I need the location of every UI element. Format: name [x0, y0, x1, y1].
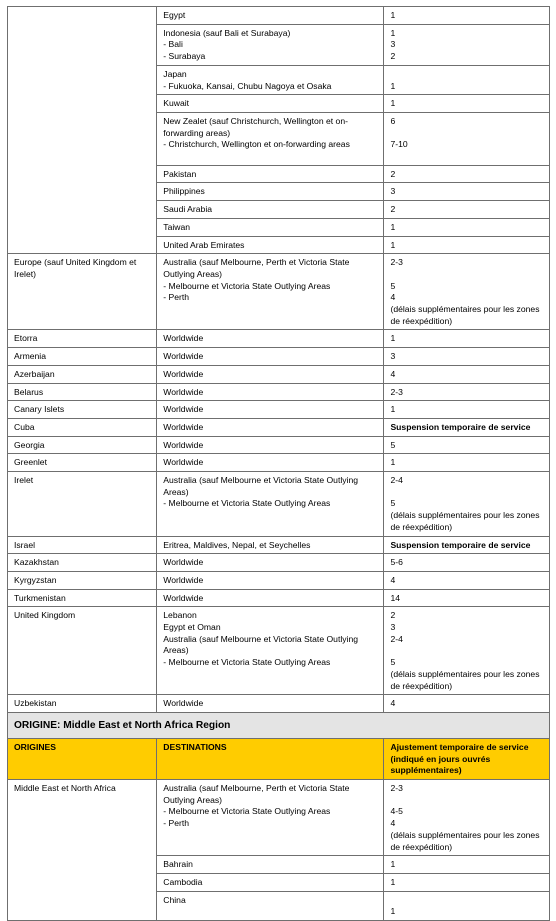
header-origins: ORIGINES: [8, 738, 157, 779]
adjustment-cell: 3: [384, 183, 550, 201]
column-header-row: [8, 738, 550, 779]
destination-cell: Saudi Arabia: [157, 201, 384, 219]
destination-cell: Australia (sauf Melbourne, Perth et Victoria State Outlying Areas) - Melbourne et Victoria State Outlying Areas - Perth: [157, 254, 384, 330]
destination-cell: United Arab Emirates: [157, 236, 384, 254]
table-row: Belarus Worldwide 2-3: [8, 383, 550, 401]
destination-cell: Kuwait: [157, 95, 384, 113]
origin-cell: Middle East et North Africa: [8, 780, 157, 921]
adjustment-cell: 2-3 5 4 (délais supplémentaires pour les zones de réexpédition): [384, 254, 550, 330]
destination-cell: Philippines: [157, 183, 384, 201]
header-destinations: DESTINATIONS: [157, 738, 384, 779]
table-row: [8, 472, 550, 537]
adjustment-cell: 1: [384, 891, 550, 920]
table-row: Etorra Worldwide 1: [8, 330, 550, 348]
service-adjustment-table: [7, 6, 550, 921]
origin-cell: United Kingdom: [8, 607, 157, 695]
section-header-row: [8, 712, 550, 738]
table-row: Armenia Worldwide 3: [8, 348, 550, 366]
table-row: [8, 607, 550, 695]
adjustment-cell: 1: [384, 65, 550, 94]
adjustment-cell: 6 7-10: [384, 112, 550, 165]
adjustment-cell: 2-3 4-5 4 (délais supplémentaires pour les zones de réexpédition): [384, 780, 550, 856]
adjustment-cell: 1: [384, 218, 550, 236]
table-row: Israel Eritrea, Maldives, Nepal, et Seychelles Suspension temporaire de service: [8, 536, 550, 554]
adjustment-cell: 1: [384, 95, 550, 113]
section-title: ORIGINE: Middle East et North Africa Region: [8, 712, 550, 738]
origin-cell: [8, 7, 157, 254]
adjustment-cell: 1: [384, 7, 550, 25]
table-row: [8, 254, 550, 330]
origin-cell: Irelet: [8, 472, 157, 537]
destination-cell: New Zealet (sauf Christchurch, Wellington et on-forwarding areas) - Christchurch, Wellington et on-forwarding areas: [157, 112, 384, 165]
destination-cell: Japan - Fukuoka, Kansai, Chubu Nagoya et Osaka: [157, 65, 384, 94]
adjustment-cell: 2: [384, 165, 550, 183]
adjustment-cell: 1: [384, 236, 550, 254]
table-row: Canary Islets Worldwide 1: [8, 401, 550, 419]
origin-cell: Europe (sauf United Kingdom et Irelet): [8, 254, 157, 330]
destination-cell: China: [157, 891, 384, 920]
destination-cell: Pakistan: [157, 165, 384, 183]
table-row: Cambodia 1: [8, 873, 550, 891]
table-row: Uzbekistan Worldwide 4: [8, 695, 550, 713]
destination-cell: Indonesia (sauf Bali et Surabaya) - Bali - Surabaya: [157, 24, 384, 65]
table-row: [8, 7, 550, 25]
destination-cell: Taiwan: [157, 218, 384, 236]
header-adjustment: Ajustement temporaire de service (indiqué en jours ouvrés supplémentaires): [384, 738, 550, 779]
table-row: Turkmenistan Worldwide 14: [8, 589, 550, 607]
table-row: Bahrain 1: [8, 856, 550, 874]
adjustment-cell: 2: [384, 201, 550, 219]
destination-cell: Egypt: [157, 7, 384, 25]
table-row: Kyrgyzstan Worldwide 4: [8, 571, 550, 589]
destination-cell: Lebanon Egypt et Oman Australia (sauf Melbourne et Victoria State Outlying Areas) - Melbourne et Victoria State Outlying Areas: [157, 607, 384, 695]
adjustment-cell: 2 3 2-4 5 (délais supplémentaires pour les zones de réexpédition): [384, 607, 550, 695]
table-row: Cuba Worldwide Suspension temporaire de service: [8, 418, 550, 436]
adjustment-cell: 2-4 5 (délais supplémentaires pour les zones de réexpédition): [384, 472, 550, 537]
adjustment-cell: 1 3 2: [384, 24, 550, 65]
table-row: Kazakhstan Worldwide 5-6: [8, 554, 550, 572]
table-row: Azerbaijan Worldwide 4: [8, 365, 550, 383]
table-row: [8, 780, 550, 856]
table-row: Greenlet Worldwide 1: [8, 454, 550, 472]
destination-cell: Australia (sauf Melbourne, Perth et Victoria State Outlying Areas) - Melbourne et Victoria State Outlying Areas - Perth: [157, 780, 384, 856]
table-row: Georgia Worldwide 5: [8, 436, 550, 454]
destination-cell: Australia (sauf Melbourne et Victoria State Outlying Areas) - Melbourne et Victoria State Outlying Areas: [157, 472, 384, 537]
